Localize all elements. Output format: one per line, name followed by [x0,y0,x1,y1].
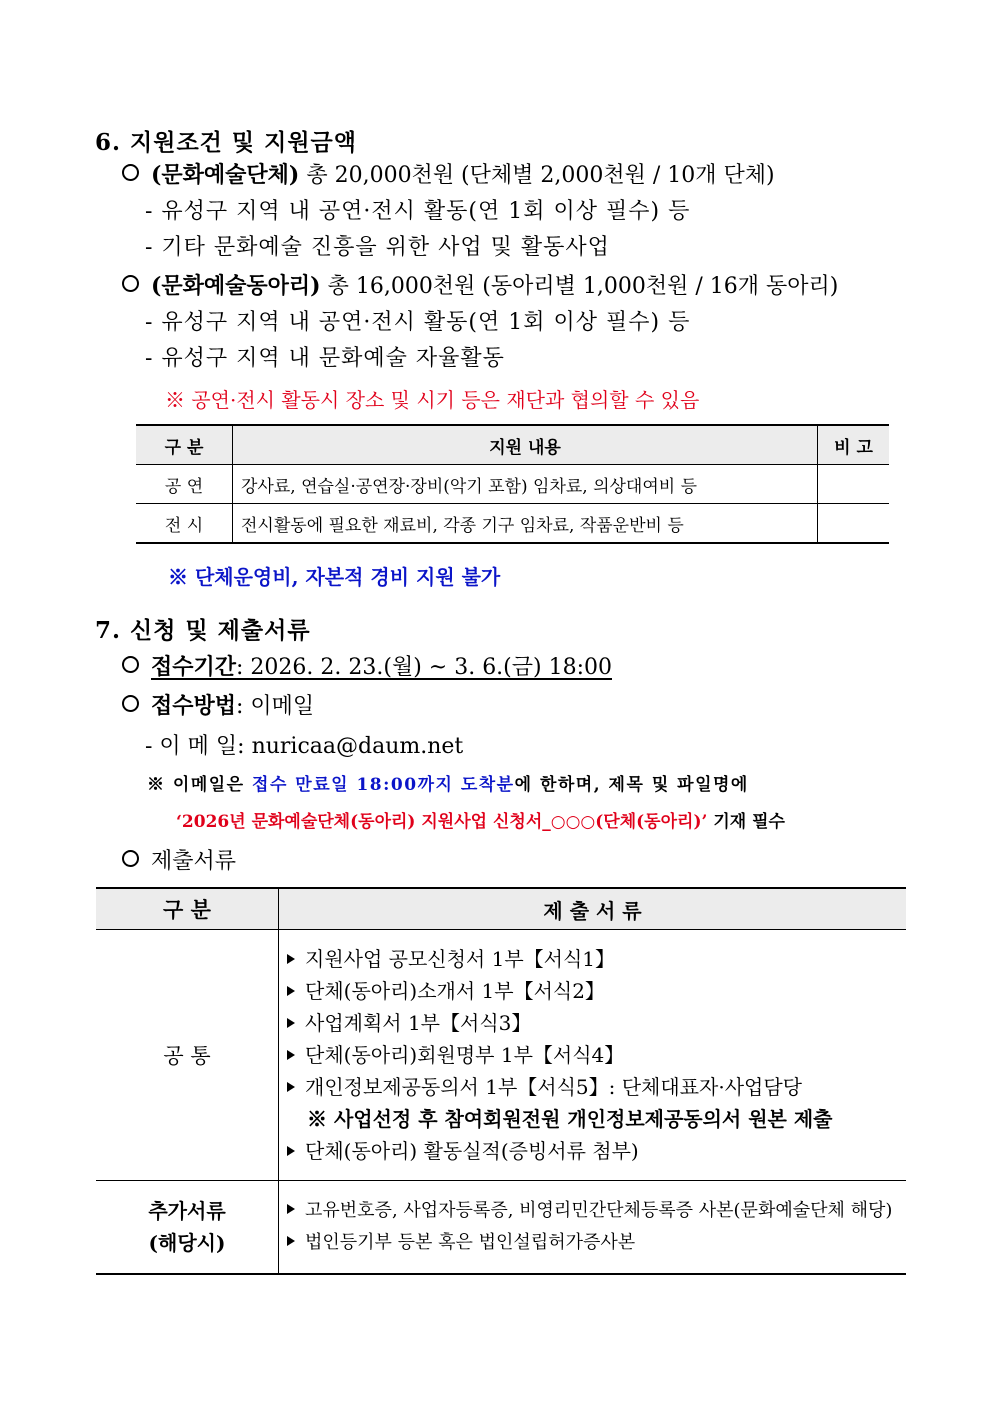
circle-bullet-icon [122,275,139,292]
table-cell [818,465,890,504]
list-item: 지원사업 공모신청서 1부【서식1】 [287,943,906,975]
circle-bullet-icon [122,164,139,181]
extra-docs-cell [279,1181,907,1275]
triangle-bullet-icon [287,1082,295,1092]
triangle-bullet-icon [287,1050,295,1060]
group1-line [122,158,775,189]
table-cell [818,504,890,544]
list-item: 개인정보제공동의서 1부【서식5】: 단체대표자·사업담당 [287,1071,906,1103]
section7-title: 7. 신청 및 제출서류 [95,617,311,644]
circle-bullet-icon [122,695,139,712]
period-label: 접수기간 [151,654,237,680]
table-header: 제 출 서 류 [279,888,907,930]
triangle-bullet-icon [287,1204,295,1214]
email-note-text: ※ 이메일은 [147,775,253,795]
extra-label [96,1181,279,1275]
triangle-bullet-icon [287,954,295,964]
table-header: 비 고 [818,425,890,465]
docs-line [122,844,236,875]
email-note-text: 에 한하며, 제목 및 파일명에 [514,775,749,795]
table-header: 구 분 [96,888,279,930]
table-row [136,465,889,504]
table-cell: 전 시 [136,504,233,544]
email-note-filename: ‘2026년 문화예술단체(동아리) 지원사업 신청서_○○○(단체(동아리)’ [176,812,708,832]
email-line [145,729,463,760]
group1-text: 총 20,000천원 (단체별 2,000천원 / 10개 단체) [299,163,775,188]
method-value: : 이메일 [236,694,315,719]
group2-line [122,269,838,300]
support-content-table [136,424,889,544]
table-row [136,504,889,544]
extra-label-line: 추가서류 [148,1199,226,1223]
table-header-row [96,888,906,930]
group1-item: - 유성구 지역 내 공연·전시 활동(연 1회 이상 필수) 등 [145,199,691,224]
email-note-line2 [176,807,785,832]
period-line [122,650,612,681]
circle-bullet-icon [122,850,139,867]
list-item: 고유번호증, 사업자등록증, 비영리민간단체등록증 사본(문화예술단체 해당) [287,1195,906,1227]
email-note-line1 [147,770,749,795]
section6-note2: ※ 단체운영비, 자본적 경비 지원 불가 [168,565,501,589]
email-label: - 이 메 일: [145,734,252,759]
table-header-row [136,425,889,465]
section6-note: ※ 공연·전시 활동시 장소 및 시기 등은 재단과 협의할 수 있음 [165,388,700,412]
common-docs-cell [279,930,907,1181]
triangle-bullet-icon [287,1018,295,1028]
period-value: : 2026. 2. 23.(월) ~ 3. 6.(금) 18:00 [236,655,612,680]
documents-table [96,887,906,1275]
list-item: 법인등기부 등본 혹은 법인설립허가증사본 [287,1227,906,1259]
method-line [122,689,314,720]
circle-bullet-icon [122,656,139,673]
group2-item: - 유성구 지역 내 공연·전시 활동(연 1회 이상 필수) 등 [145,310,691,335]
list-item: 사업계획서 1부【서식3】 [287,1007,906,1039]
table-row [96,1181,906,1275]
table-row [96,930,906,1181]
table-cell: 강사료, 연습실·공연장·장비(악기 포함) 임차료, 의상대여비 등 [233,465,818,504]
email-note-deadline: 접수 만료일 18:00까지 도착분 [252,775,515,795]
group2-item: - 유성구 지역 내 문화예술 자율활동 [145,346,505,371]
list-item: 단체(동아리)회원명부 1부【서식4】 [287,1039,906,1071]
extra-label-line: (해당시) [148,1231,226,1255]
email-note-text: 기재 필수 [707,812,785,832]
group1-label: (문화예술단체) [151,162,300,188]
group2-label: (문화예술동아리) [151,273,321,299]
group2-text: 총 16,000천원 (동아리별 1,000천원 / 16개 동아리) [320,274,839,299]
table-header: 구 분 [136,425,233,465]
common-label: 공 통 [96,930,279,1181]
list-item: 단체(동아리) 활동실적(증빙서류 첨부) [287,1135,906,1167]
triangle-bullet-icon [287,1236,295,1246]
group1-item: - 기타 문화예술 진흥을 위한 사업 및 활동사업 [145,235,610,260]
section6-title: 6. 지원조건 및 지원금액 [95,129,357,156]
table-header: 지원 내용 [233,425,818,465]
table-cell: 전시활동에 필요한 재료비, 각종 기구 임차료, 작품운반비 등 [233,504,818,544]
table-cell: 공 연 [136,465,233,504]
method-label: 접수방법 [151,693,237,719]
email-address[interactable]: nuricaa@daum.net [251,734,464,759]
common-note: ※ 사업선정 후 참여회원전원 개인정보제공동의서 원본 제출 [307,1107,833,1131]
triangle-bullet-icon [287,986,295,996]
triangle-bullet-icon [287,1146,295,1156]
docs-label: 제출서류 [151,849,237,874]
list-item: 단체(동아리)소개서 1부【서식2】 [287,975,906,1007]
